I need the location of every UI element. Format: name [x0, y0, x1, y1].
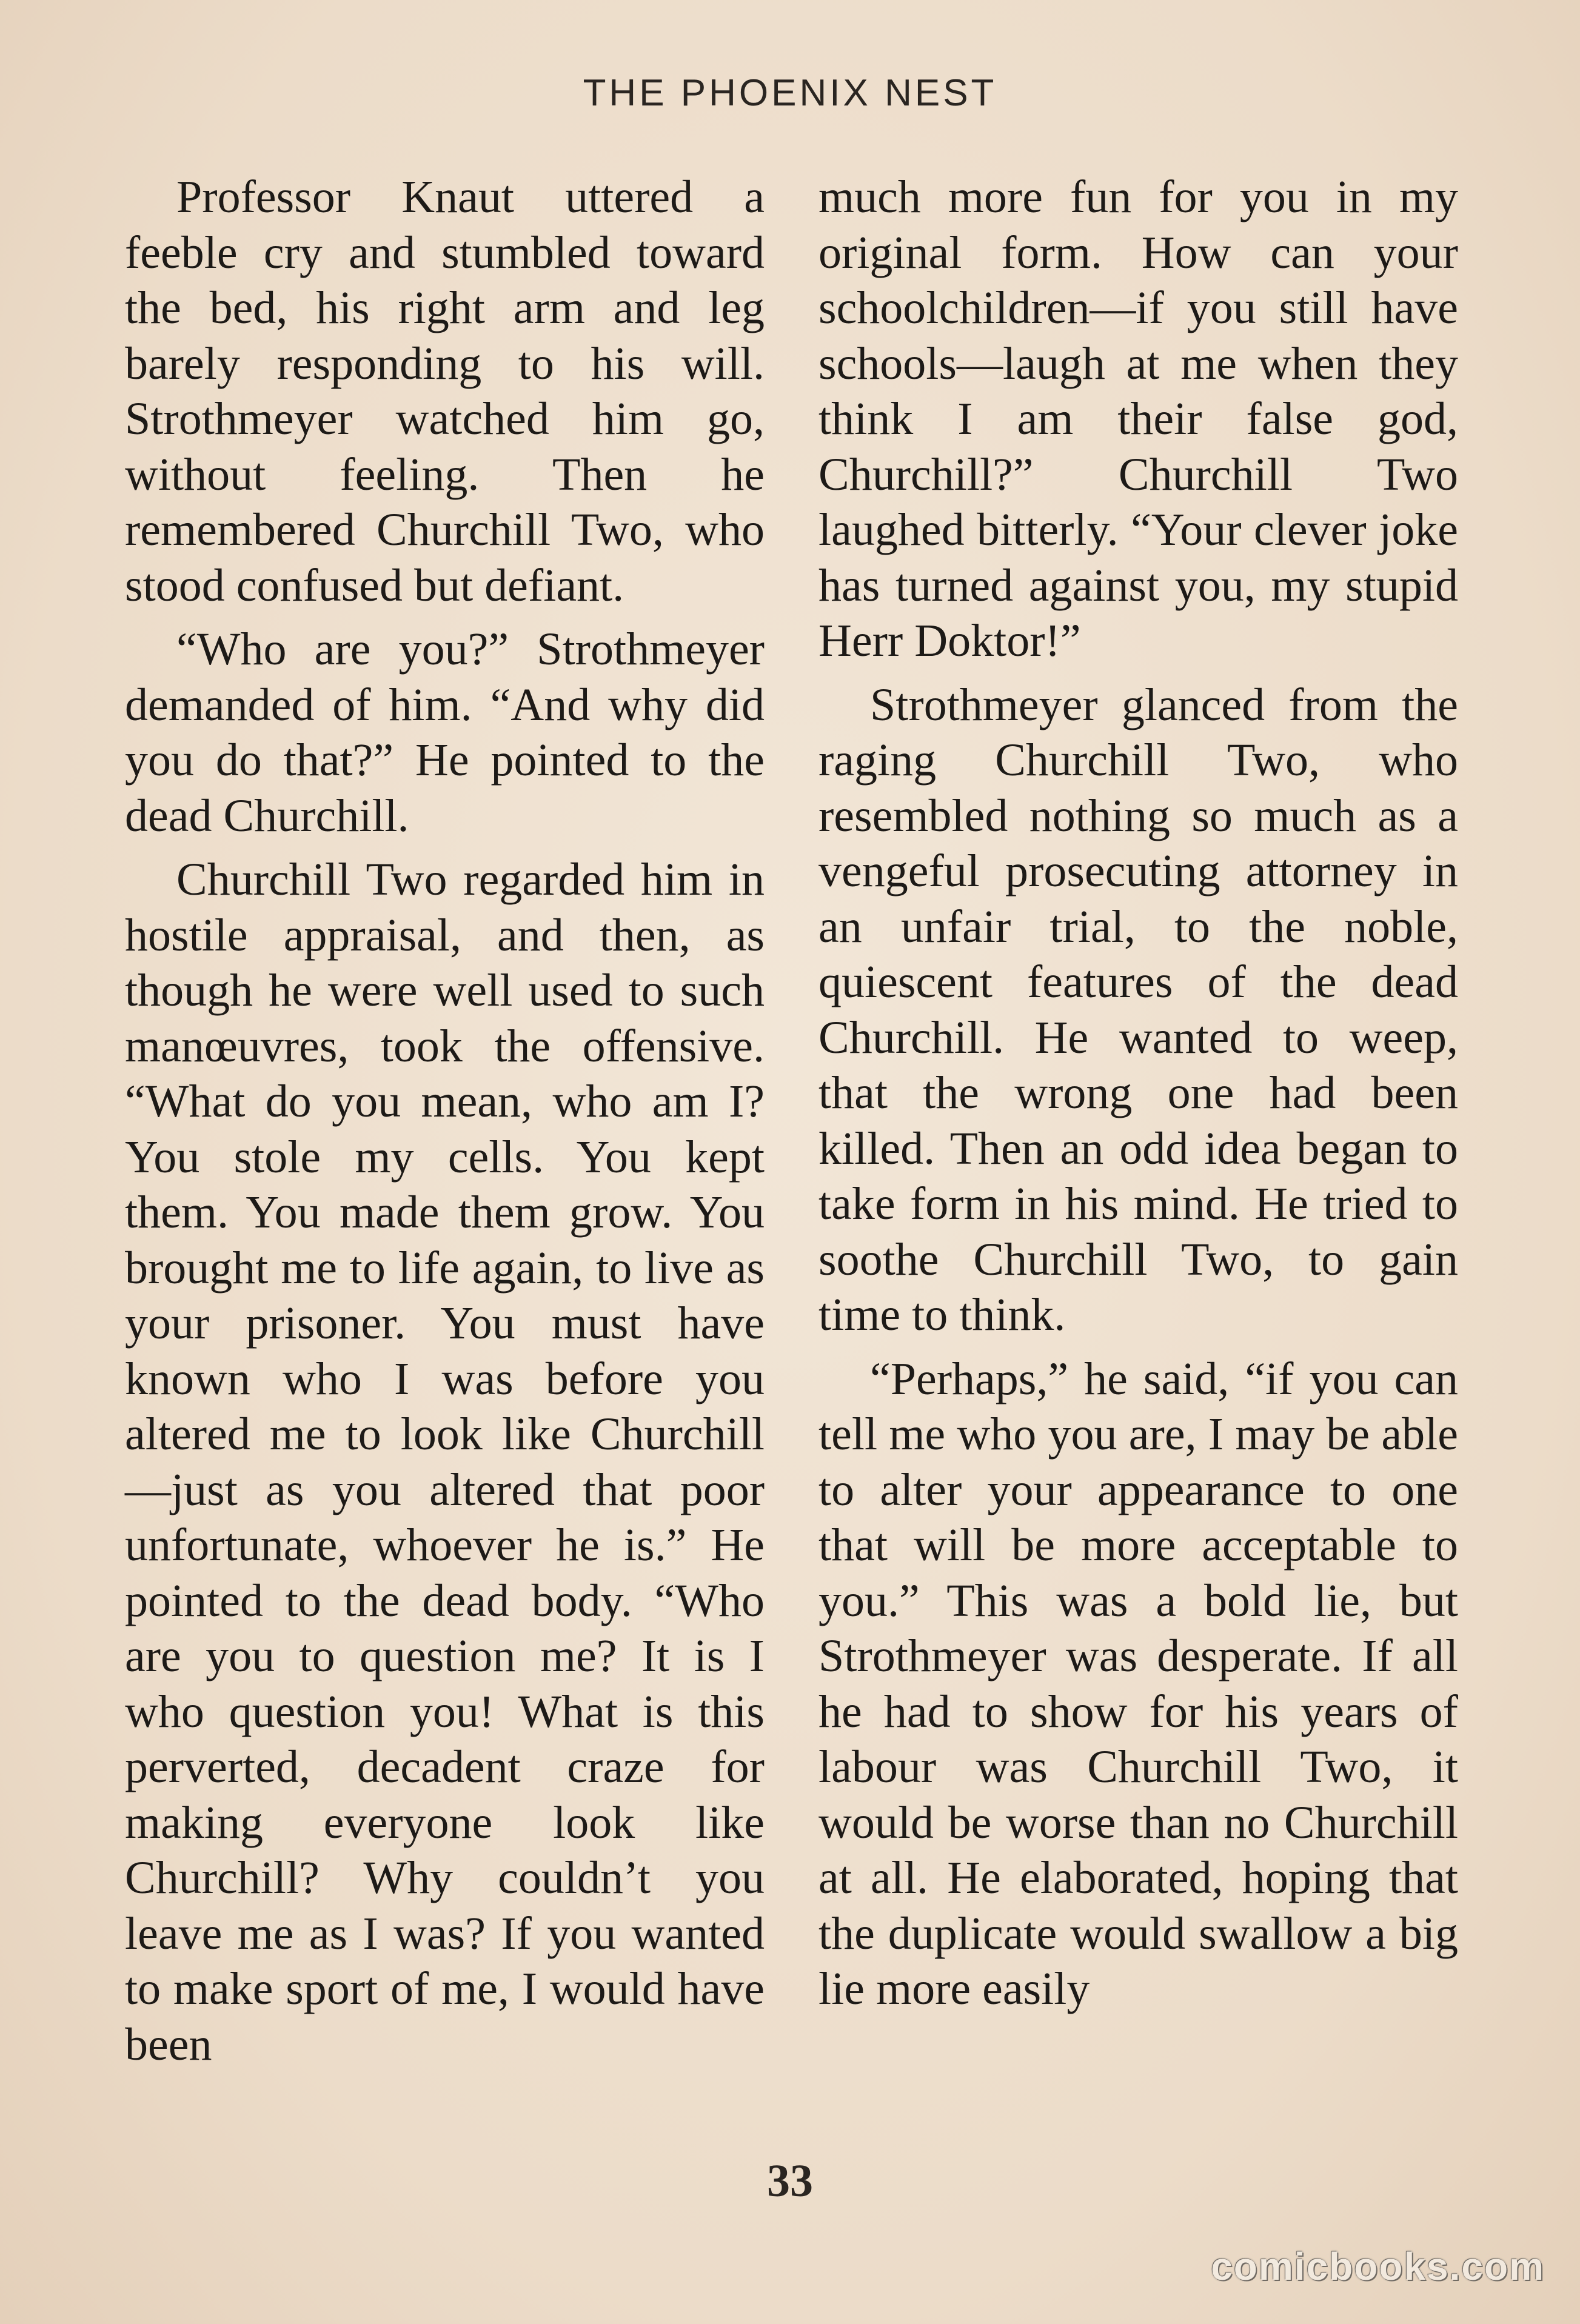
left-column — [125, 170, 765, 2081]
paragraph: “Perhaps,” he said, “if you can tell me who you are, I may be able to alter your appearance to one that will be more acceptable to you.” This was a bold lie, but Strothmeyer was desperate. If all he had to show for his years of labour was Churchill Two, it would be worse than no Churchill at all. He elaborated, hoping that the duplicate would swallow a big lie more easily — [818, 1353, 1458, 2014]
right-column — [818, 170, 1458, 2026]
page-number: 33 — [767, 2155, 813, 2206]
running-head: THE PHOENIX NEST — [583, 72, 997, 114]
paragraph: Churchill Two regarded him in hostile appraisal, and then, as though he were well used to such manœuvres, took the offensive. “What do you mean, who am I? You stole my cells. You kept them. You made them grow. You brought me to life again, to live as your prisoner. You must have known who I was before you altered me to look like Churchill—just as you altered that poor unfortunate, whoever he is.” He pointed to the dead body. “Who are you to question me? It is I who question you! What is this perverted, decadent craze for making everyone look like Churchill? Why couldn’t you leave me as I was? If you wanted to make sport of me, I would have been — [125, 854, 765, 2070]
watermark: comicbooks.com — [1211, 2245, 1545, 2288]
paragraph: Professor Knaut uttered a feeble cry and stumbled toward the bed, his right arm and leg barely responding to his will. Strothmeyer watched him go, without feeling. Then he remembered Churchill Two, who stood confused but defiant. — [125, 172, 765, 611]
paragraph: Strothmeyer glanced from the raging Churchill Two, who resembled nothing so much as a vengeful prosecuting attorney in an unfair trial, to the noble, quiescent features of the dead Churchill. He wanted to weep, that the wrong one had been killed. Then an odd idea began to take form in his mind. He tried to soothe Churchill Two, to gain time to think. — [818, 679, 1458, 1340]
paragraph: “Who are you?” Strothmeyer demanded of him. “And why did you do that?” He pointed to the dead Churchill. — [125, 624, 765, 841]
paragraph: much more fun for you in my original form. How can your schoolchildren—if you still have schools—laugh at me when they think I am their false god, Churchill?” Churchill Two laughed bitterly. “Your clever joke has turned against you, my stupid Herr Doktor!” — [818, 172, 1458, 666]
